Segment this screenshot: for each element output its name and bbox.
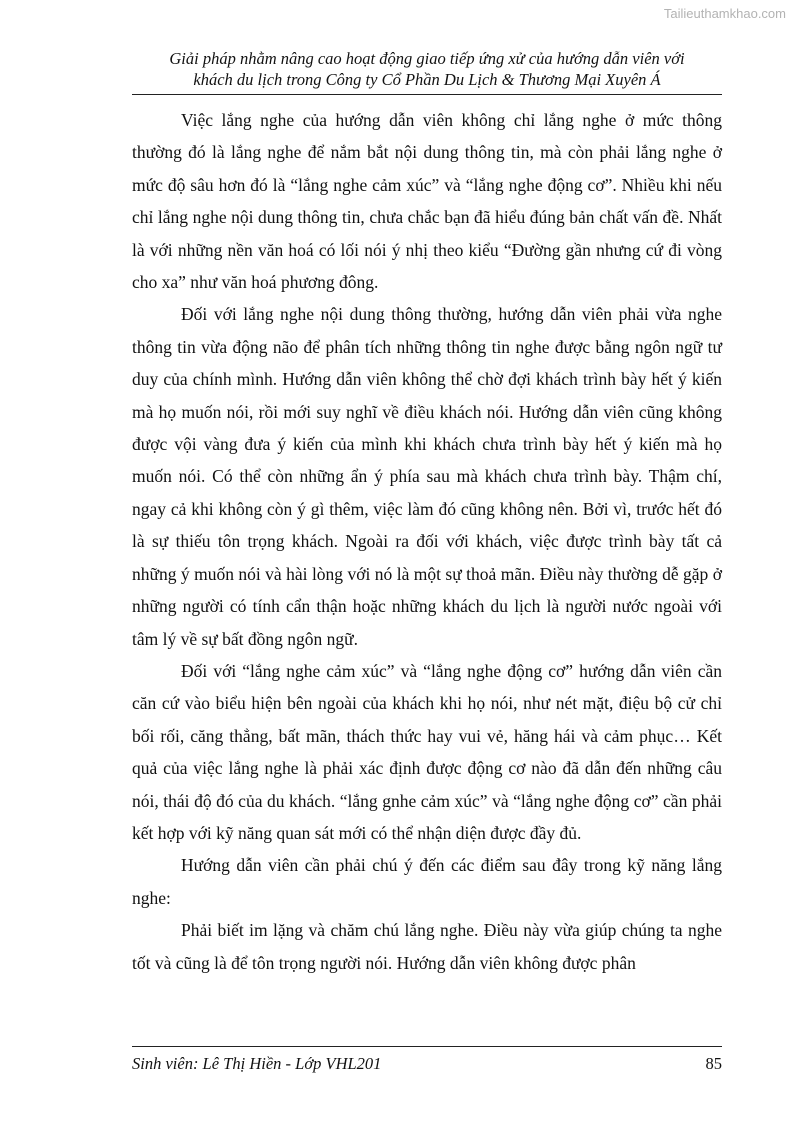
running-header [132,48,722,90]
header-line-1: Giải pháp nhằm nâng cao hoạt động giao tiếp ứng xử của hướng dẫn viên với [169,49,685,68]
watermark: Tailieuthamkhao.com [663,6,786,21]
document-body [132,104,722,979]
paragraph: Đối với lắng nghe nội dung thông thường, hướng dẫn viên phải vừa nghe thông tin vừa động não để phân tích những thông tin nghe được bằng ngôn ngữ tư duy của chính mình. Hướng dẫn viên không thể chờ đợi khách trình bày hết ý kiến mà họ muốn nói, rồi mới suy nghĩ về điều khách nói. Hướng dẫn viên cũng không được vội vàng đưa ý kiến của mình khi khách chưa trình bày hết ý kiến mà họ muốn nói. Có thể còn những ẩn ý phía sau mà khách chưa trình bày. Thậm chí, ngay cả khi không còn ý gì thêm, việc làm đó cũng không nên. Bởi vì, trước hết đó là sự thiếu tôn trọng khách. Ngoài ra đối với khách, việc được trình bày tất cả những ý muốn nói và hài lòng với nó là một sự thoả mãn. Điều này thường dễ gặp ở những người có tính cẩn thận hoặc những khách du lịch là người nước ngoài với tâm lý về sự bất đồng ngôn ngữ. [132,304,722,649]
paragraph: Hướng dẫn viên cần phải chú ý đến các điểm sau đây trong kỹ năng lắng nghe: [132,855,722,908]
paragraph: Đối với “lắng nghe cảm xúc” và “lắng nghe động cơ” hướng dẫn viên cần căn cứ vào biểu hiện bên ngoài của khách khi họ nói, như nét mặt, điệu bộ cử chỉ bối rối, căng thẳng, bất mãn, thách thức hay vui vẻ, hăng hái và cảm phục… Kết quả của việc lắng nghe là phải xác định được động cơ nào đã dẫn đến những câu nói, thái độ đó của du khách. “lắng gnhe cảm xúc” và “lắng nghe động cơ” cần phải kết hợp với kỹ năng quan sát mới có thể nhận diện được đầy đủ. [132,660,722,843]
paragraph: Phải biết im lặng và chăm chú lắng nghe. Điều này vừa giúp chúng ta nghe tốt và cũng là để tôn trọng người nói. Hướng dẫn viên không được phân [132,920,722,973]
header-line-2: khách du lịch trong Công ty Cổ Phần Du Lịch & Thương Mại Xuyên Á [193,70,661,89]
page-number: 85 [705,1054,722,1073]
footer-student-info: Sinh viên: Lê Thị Hiền - Lớp VHL201 [132,1054,382,1073]
header-divider [132,94,722,95]
paragraph: Việc lắng nghe của hướng dẫn viên không chỉ lắng nghe ở mức thông thường đó là lắng nghe để nắm bắt nội dung thông tin, mà còn phải lắng nghe ở mức độ sâu hơn đó là “lắng nghe cảm xúc” và “lắng nghe động cơ”. Nhiều khi nếu chỉ lắng nghe nội dung thông tin, chưa chắc bạn đã hiểu đúng bản chất vấn đề. Nhất là với những nền văn hoá có lối nói ý nhị theo kiểu “Đường gần nhưng cứ đi vòng cho xa” như văn hoá phương đông. [132,110,722,293]
footer-divider [132,1046,722,1047]
